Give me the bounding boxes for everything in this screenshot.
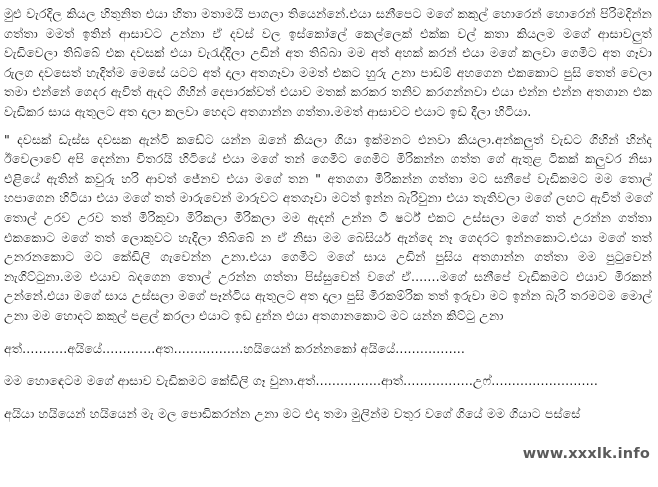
- paragraph-spacer: [4, 122, 652, 130]
- story-paragraph-1: මුළු වැරදිල කියල හිතුනිත එයා හිතා මතාමයි පාගලා තියෙන්නේ.එයා සනීපෙට මගේ කකුල් හොරෙන් හොරෙන් පිරිමදින්න ගත්තා මමත් ඉතින් ආසාවට උන්නා ඒ දවස් වල ඉස්කෝලේ කෙල්ලෙක් එක්ක වල් කතා කියලම මගේ ආසාවලුත් වැඩිවෙලා තිබ්බේ එක දවසක් එයා වැරැද්දිලා උඩින් අත තිබ්බා මම අත් අහක් කරන් එයා මගේ කලවා ගෙමිට අත ගෑවා රුලග දවසෙත් හැදිත්ම මෙසේ යටට අත් දාලා අතගෑවා මමත් එකට හුරු උනා පාඩම් අහගෙන එකකොට පුසි තෙත් වෙලා තමා එන්නේ ගෙදර ඇවිත් ඇදට ගිහින් දෙපාරක්වත් එයාව මතක් කරකර තනිව කරගන්නවා එයා එන්න එන්න අතගාන එක වැඩිකර සාය ඇතුලට අත දාලා කලවා හෙදට අතගාන්න ගත්තා.මමත් ආසාවට එයාට ඉඩ දීලා හිටියා.: [4, 6, 652, 119]
- story-paragraph-2: " දවසක් ඩැස්ස දවසක ඇන්ටි කඩේට යන්න ඔනේ කියලා ගියා ඉක්මනට එනවා කියලා.අන්කලුත් වැඩට ගිහින් හින්ද ඊවෙලාවේ අපි දෙන්නා විතරයි හිටියේ එයා මගේ තන් ගෙමිට ගෙමිට මිරිකන්න ගත්ත ගේ ඇතුළ ටිකක් කලුවර නිසා එළියේ ඇතින් කවුරු හරි ආවත් ජේනව එයා මගේ තන " අතගගා මිරිකන්න ගත්තා මට සනීපේ වැඩිකමට මම තොල් හපාගෙන හිටියා එයා මගේ තත් මාරුවෙන් මාරුවට අතගෑවා මටත් ඉන්න බැරිවුනා එයා තැතිවලා මගේ ලඟට ඇවිත් මගේ තොල් උරව උරව තත් මිරිකුවා මිරිකලා මිරිකලා මම ඇදන් උන්න ටී ෂර්ට් එකට උස්සලා මගේ තත් උරන්න ගත්තා එකකොට මගේ තත් ලොකුවට හැදිලා තිබ්බේ න ඒ නිසා මම බෙසියර් ඇන්දෙ නෑ ගෙදරට ඉන්නකොට.එයා මගේ තත් උනරනකොට මට කේඩිලි ගැවෙන්න උනා.එයා ගෙමිට මගේ සාය උඩින් පුසිය අතගාන්න ගත්තා මම පුටුවෙන් නැගිට්ටුනා.මම එයාව බදගෙන තොල් උරන්න ගත්තා පිස්සුවෙන් වගේ ඒ.......මගේ සනීපේ වැඩිකමට එයාව මිරකන් උන්නේ.එයා මගේ සාය උස්සලා මගේ පෑන්ටිය ඇතුලට අත දාලා පුසි මිරකම්රික තත් ඉරුවා මට ඉන්න බැරි තරමටම මොල් උනා මම හොදට කකුල් පළල් කරලා එයාට ඉඩ දුන්න එයා අතගානකොට මට යන්න කිට්ටු උනා: [4, 131, 652, 323]
- paragraph-spacer: [4, 391, 652, 404]
- story-document: [4, 4, 652, 423]
- paragraph-spacer: [4, 358, 652, 371]
- story-paragraph-5: අයියා හයියෙන් හයියෙන් මැ මල පොඩිකරන්න උනා මට එදා තමා මුලින්ම වතුර වගේ ගියේ මම ගියාට පස්සේ: [4, 405, 581, 421]
- story-paragraph-3: අත්...........අයියේ.............අත.................හයියෙන් කරන්නකෝ අයියේ.................: [4, 340, 466, 356]
- paragraph-spacer: [4, 326, 652, 339]
- story-paragraph-4: මම හොඳෙටම මගේ ආසාව වැඩිකමට කේඩිලි ගෑ වුනා.අත්................ආත්.................උෆ්..........................: [4, 373, 598, 389]
- site-watermark: www.xxxlk.info: [522, 446, 650, 462]
